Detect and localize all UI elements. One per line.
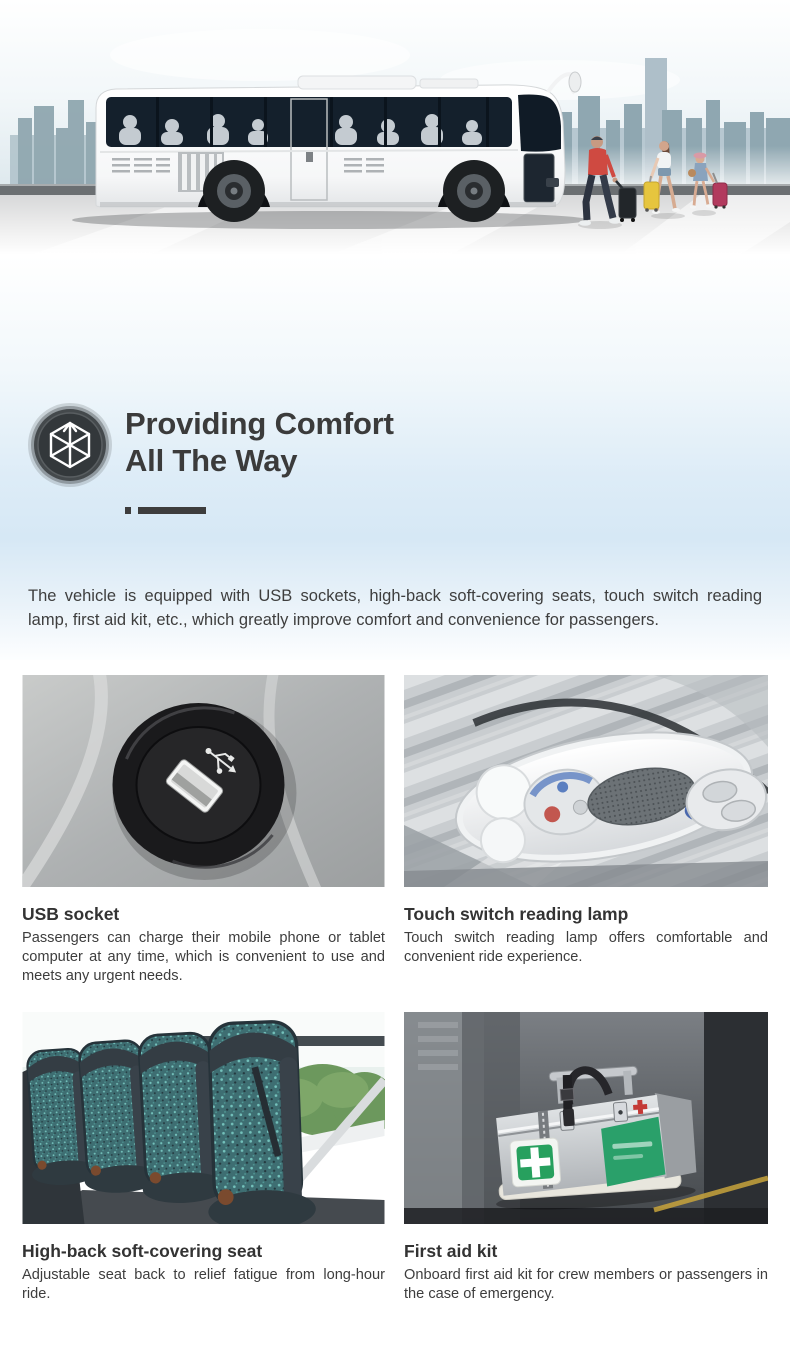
first-aid-kit-photo xyxy=(404,1012,768,1224)
usb-socket-photo xyxy=(22,675,385,887)
bus-illustration xyxy=(96,72,581,222)
feature-description: Onboard first aid kit for crew members or passengers in the case of emergency. xyxy=(404,1267,768,1302)
page-title-line2: All The Way xyxy=(125,443,298,478)
feature-title: Touch switch reading lamp xyxy=(404,904,629,924)
hexagon-icon xyxy=(28,403,112,487)
seat-photo xyxy=(22,1012,385,1224)
features-grid xyxy=(22,675,768,1304)
title-underline-decoration xyxy=(125,507,762,514)
feature-card-usb-socket xyxy=(22,675,385,986)
underline-square xyxy=(125,507,131,514)
intro-section xyxy=(0,255,790,660)
intro-paragraph: The vehicle is equipped with USB sockets, high-back soft-covering seats, touch switch reading lamp, first aid kit, etc., which greatly improve comfort and convenience for passengers. xyxy=(28,587,762,629)
page-title-line1: Providing Comfort xyxy=(125,406,394,441)
page-title xyxy=(125,405,394,479)
feature-description: Adjustable seat back to relief fatigue from long-hour ride. xyxy=(22,1267,385,1302)
feature-card-reading-lamp xyxy=(404,675,768,986)
feature-title: USB socket xyxy=(22,904,120,924)
feature-card-seat xyxy=(22,1012,385,1304)
reading-lamp-photo xyxy=(404,675,768,887)
hero-section xyxy=(0,0,790,255)
feature-badge xyxy=(28,403,112,487)
feature-card-first-aid xyxy=(404,1012,768,1304)
feature-title: First aid kit xyxy=(404,1241,498,1261)
feature-description: Passengers can charge their mobile phone or tablet computer at any time, which is convenient to use and meets any urgent needs. xyxy=(22,930,385,984)
bus-hero-photo xyxy=(0,0,790,255)
underline-bar xyxy=(138,507,206,514)
feature-title: High-back soft-covering seat xyxy=(22,1241,263,1261)
feature-description: Touch switch reading lamp offers comfortable and convenient ride experience. xyxy=(404,930,768,965)
